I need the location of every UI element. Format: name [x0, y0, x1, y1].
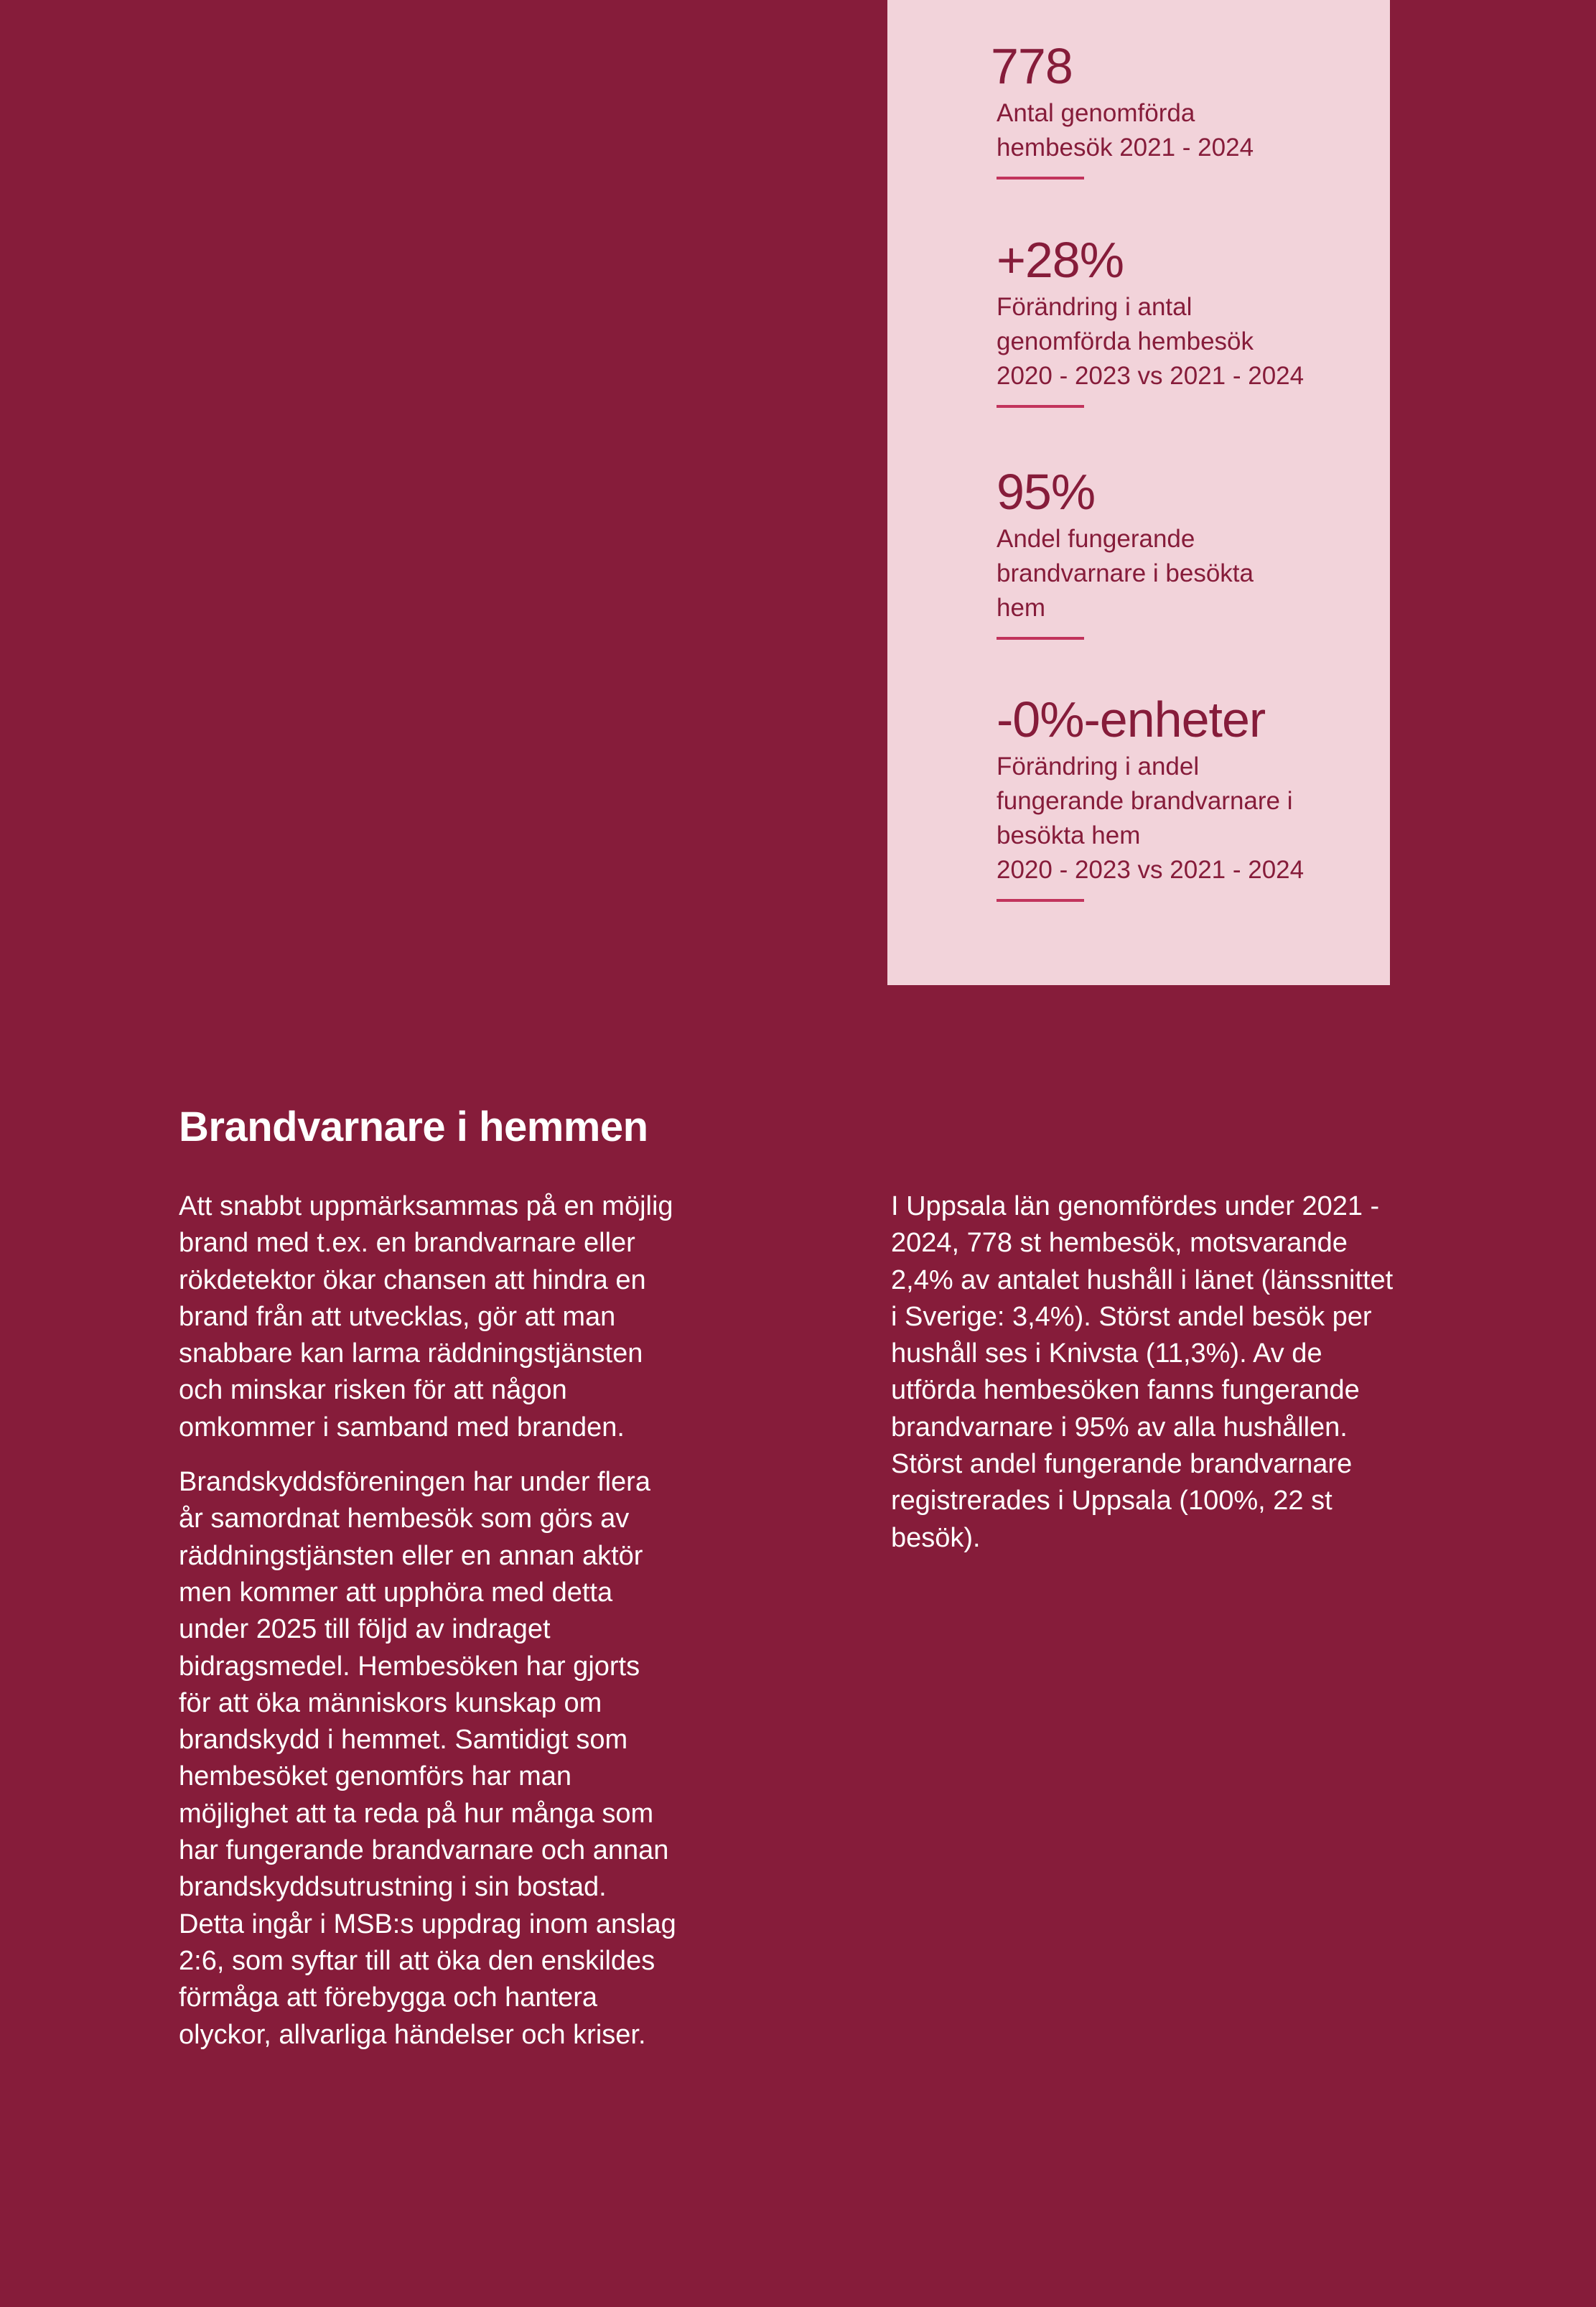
text-line: snabbare kan larma räddningstjänsten — [179, 1338, 643, 1369]
stat-description-line: hem — [997, 594, 1046, 622]
body-column-right — [891, 1188, 1408, 1557]
key-figures-panel — [887, 0, 1390, 985]
stat-description-line: genomförda hembesök — [997, 327, 1254, 355]
stat-description-line: fungerande brandvarnare i — [997, 787, 1293, 815]
text-line: under 2025 till följd av indraget — [179, 1614, 551, 1645]
stat-value: 778 — [991, 38, 1073, 94]
text-line: brand med t.ex. en brandvarnare eller — [179, 1228, 635, 1259]
text-line: Detta ingår i MSB:s uppdrag inom anslag — [179, 1908, 676, 1939]
stat-description-line: Förändring i antal — [997, 293, 1193, 321]
text-line: rökdetektor ökar chansen att hindra en — [179, 1264, 646, 1295]
text-line: men kommer att upphöra med detta — [179, 1577, 613, 1608]
text-line: räddningstjänsten eller en annan aktör — [179, 1540, 643, 1571]
stat-description-line: besökta hem — [997, 821, 1141, 849]
text-line: olyckor, allvarliga händelser och kriser. — [179, 2019, 646, 2050]
stat-description — [997, 522, 1370, 625]
text-line: utförda hembesöken fanns fungerande — [891, 1375, 1360, 1406]
text-line: brandvarnare i 95% av alla hushållen. — [891, 1412, 1348, 1443]
text-line: omkommer i samband med branden. — [179, 1412, 625, 1443]
text-line: brandskydd i hemmet. Samtidigt som — [179, 1725, 628, 1756]
stat-description-line: 2020 - 2023 vs 2021 - 2024 — [997, 362, 1305, 390]
stat-visits-change — [997, 230, 1370, 408]
stat-description-line: brandvarnare i besökta — [997, 559, 1254, 587]
text-line: 2:6, som syftar till att öka den enskildes — [179, 1945, 655, 1976]
stat-value: +28% — [997, 232, 1124, 288]
text-line: i Sverige: 3,4%). Störst andel besök per — [891, 1301, 1372, 1332]
text-line: möjlighet att ta reda på hur många som — [179, 1798, 654, 1829]
stat-description — [997, 96, 1370, 165]
stat-divider — [997, 899, 1084, 902]
text-line: 2024, 778 st hembesök, motsvarande — [891, 1228, 1348, 1259]
text-line: år samordnat hembesök som görs av — [179, 1504, 630, 1534]
body-column-left — [179, 1188, 724, 2054]
stat-description — [997, 290, 1370, 393]
stat-description — [997, 750, 1370, 887]
stat-working-alarms — [997, 462, 1370, 640]
stat-divider — [997, 405, 1084, 408]
stat-description-line: Antal genomförda — [997, 99, 1195, 127]
text-line: hembesöket genomförs har man — [179, 1761, 572, 1792]
stat-description-line: Andel fungerande — [997, 525, 1195, 553]
stat-divider — [997, 177, 1084, 180]
text-line: för att öka människors kunskap om — [179, 1687, 602, 1718]
text-line: bidragsmedel. Hembesöken har gjorts — [179, 1651, 640, 1682]
text-line: Brandskyddsföreningen har under flera — [179, 1467, 650, 1498]
body-paragraph — [891, 1188, 1408, 1557]
text-line: förmåga att förebygga och hantera — [179, 1982, 598, 2013]
text-line: har fungerande brandvarnare och annan — [179, 1835, 669, 1866]
stat-description-line: 2020 - 2023 vs 2021 - 2024 — [997, 856, 1305, 884]
text-line: 2,4% av antalet hushåll i länet (länssnittet — [891, 1264, 1394, 1295]
text-line: besök). — [891, 1522, 981, 1553]
stat-value: -0%-enheter — [997, 691, 1266, 747]
stat-home-visits — [991, 36, 1370, 180]
body-paragraph — [179, 1188, 724, 1446]
stat-divider — [997, 637, 1084, 640]
stat-description-line: hembesök 2021 - 2024 — [997, 134, 1254, 162]
text-line: I Uppsala län genomfördes under 2021 - — [891, 1191, 1380, 1221]
stat-value: 95% — [997, 464, 1096, 520]
text-line: och minskar risken för att någon — [179, 1375, 567, 1406]
stat-description-line: Förändring i andel — [997, 752, 1200, 780]
text-line: registrerades i Uppsala (100%, 22 st — [891, 1486, 1333, 1516]
text-line: brand från att utvecklas, gör att man — [179, 1301, 616, 1332]
text-line: Att snabbt uppmärksammas på en möjlig — [179, 1191, 673, 1221]
section-title: Brandvarnare i hemmen — [179, 1104, 648, 1150]
text-line: Störst andel fungerande brandvarnare — [891, 1449, 1353, 1480]
body-paragraph — [179, 1464, 724, 2054]
text-line: hushåll ses i Knivsta (11,3%). Av de — [891, 1338, 1322, 1369]
stat-alarms-change — [997, 689, 1370, 902]
text-line: brandskyddsutrustning i sin bostad. — [179, 1872, 607, 1903]
